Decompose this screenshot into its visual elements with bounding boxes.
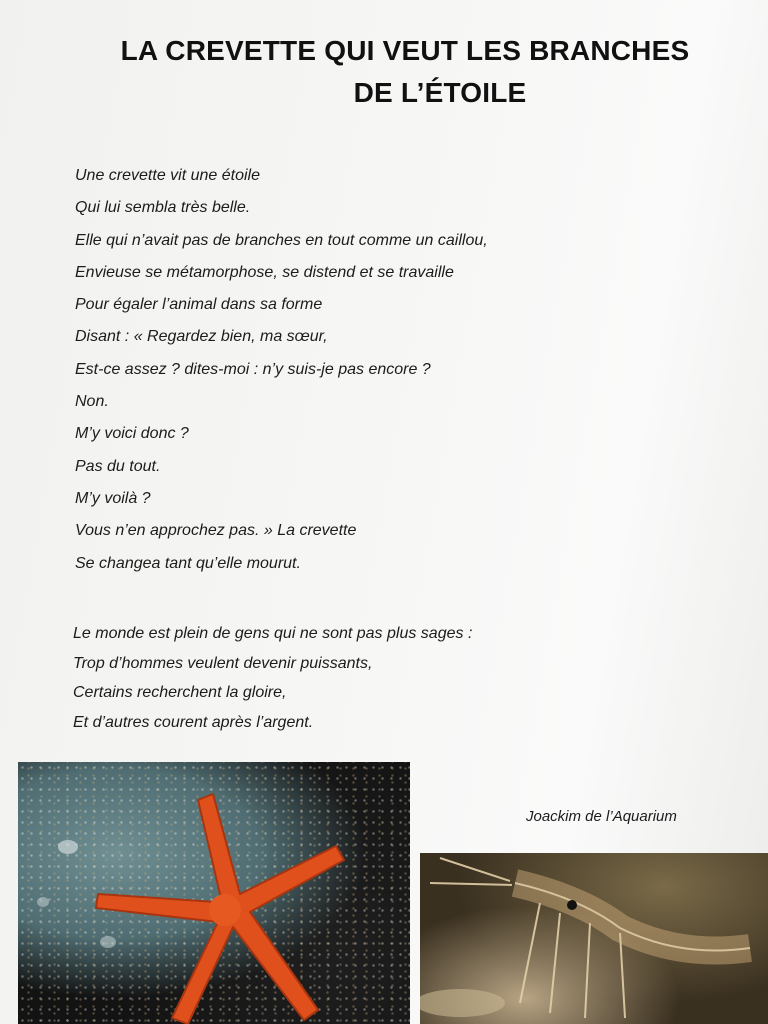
moral-line: Le monde est plein de gens qui ne sont pas plus sages : [73, 625, 473, 642]
poem-body [75, 160, 615, 580]
moral-line: Et d’autres courent après l’argent. [73, 713, 314, 731]
title-line-1: LA CREVETTE QUI VEUT LES BRANCHES [120, 35, 690, 66]
poem-line: Une crevette vit une étoile [75, 167, 260, 184]
poem-line: M’y voilà ? [75, 489, 151, 507]
poem-line: M’y voici donc ? [75, 425, 189, 443]
poem-line: Pas du tout. [75, 457, 161, 475]
starfish-photo [18, 762, 410, 1024]
poem-line: Vous n’en approchez pas. » La crevette [75, 522, 357, 540]
moral-line: Certains recherchent la gloire, [73, 684, 287, 701]
poem-line: Envieuse se métamorphose, se distend et se travaille [75, 263, 454, 281]
poem-line: Elle qui n’avait pas de branches en tout comme un caillou, [75, 231, 488, 249]
poem-line: Pour égaler l’animal dans sa forme [75, 296, 323, 314]
title-line-2: DE L’ÉTOILE [353, 77, 527, 108]
shrimp-photo [420, 853, 768, 1024]
poem-moral [73, 619, 613, 737]
poem-line: Non. [75, 393, 109, 411]
poem-line: Se changea tant qu’elle mourut. [75, 554, 301, 572]
poem-line: Qui lui sembla très belle. [75, 199, 251, 217]
poem-line: Disant : « Regardez bien, ma sœur, [75, 328, 328, 346]
poem-line: Est-ce assez ? dites-moi : n’y suis-je pas encore ? [75, 360, 431, 378]
author-signature: Joackim de l’Aquarium [526, 808, 677, 825]
page-title [60, 30, 750, 114]
moral-line: Trop d’hommes veulent devenir puissants, [73, 654, 373, 672]
